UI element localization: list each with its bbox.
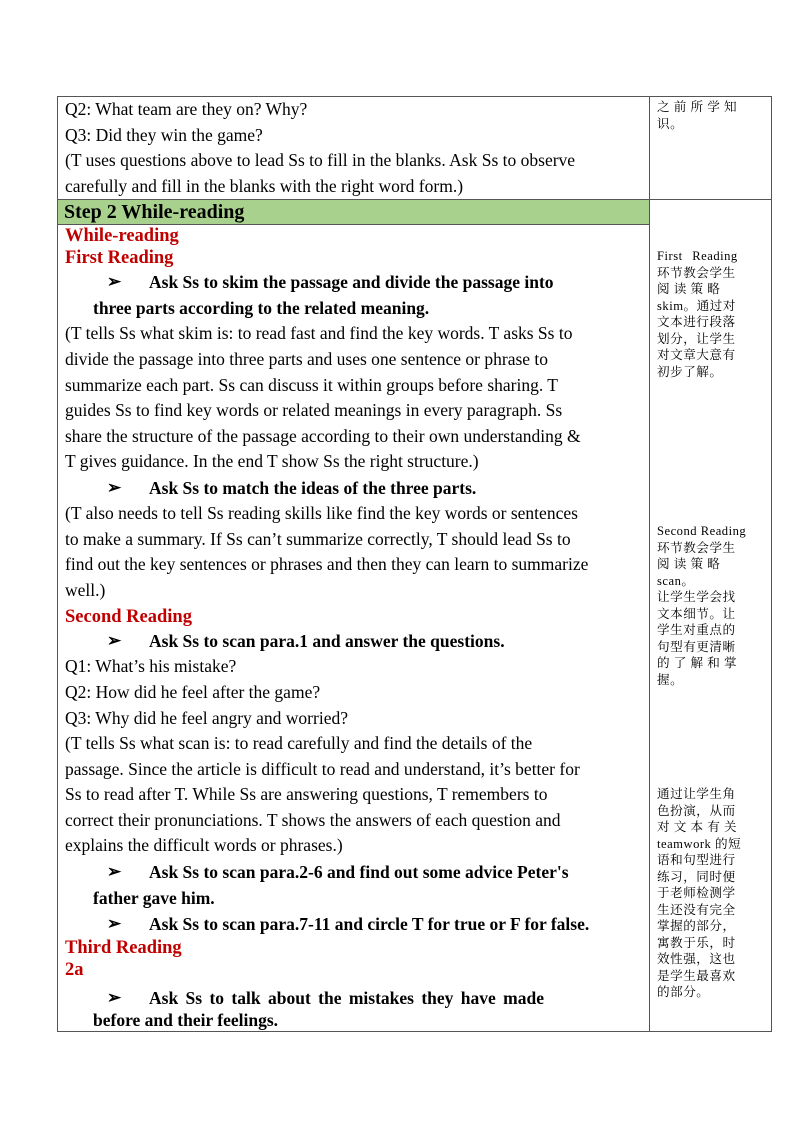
bullet-text: Ask Ss to scan para.1 and answer the questions. xyxy=(149,631,505,652)
paragraph-line: passage. Since the article is difficult to read and understand, it’s better for xyxy=(65,758,580,779)
paragraph-line: T gives guidance. In the end T show Ss the right structure.) xyxy=(65,451,479,472)
label-2a: 2a xyxy=(65,960,84,981)
note-line: 生还没有完全 xyxy=(657,902,736,917)
note-line: 对文章大意有 xyxy=(657,348,736,363)
question-q2: Q2: What team are they on? Why? xyxy=(65,99,308,119)
note-second-reading xyxy=(657,523,764,688)
note-line: teamwork 的短 xyxy=(657,836,742,851)
bullet-text: Ask Ss to skim the passage and divide the passage into xyxy=(149,272,554,293)
bullet-text: three parts according to the related meaning. xyxy=(93,298,430,319)
bullet-text: Ask Ss to scan para.2-6 and find out some advice Peter's xyxy=(149,862,569,883)
note-line: 效性强，这也 xyxy=(657,952,736,967)
arrow-bullet-icon: ➢ xyxy=(107,862,122,882)
section-second-reading: Second Reading xyxy=(65,607,192,628)
note-line: 的 了 解 和 掌 xyxy=(657,656,738,671)
note-line: scan。 xyxy=(657,573,695,588)
arrow-bullet-icon: ➢ xyxy=(107,272,122,292)
note-line: 于老师检测学 xyxy=(657,886,736,901)
note-line: 练习，同时便 xyxy=(657,869,736,884)
paragraph-line: summarize each part. Ss can discuss it within groups before sharing. T xyxy=(65,374,558,395)
note-line: 色扮演，从而 xyxy=(657,803,736,818)
lesson-plan-page xyxy=(57,96,747,1032)
arrow-bullet-icon: ➢ xyxy=(107,914,122,934)
paragraph-line: to make a summary. If Ss can’t summarize correctly, T should lead Ss to xyxy=(65,528,571,549)
bullet-text: father gave him. xyxy=(93,888,215,909)
note-line: Second Reading xyxy=(657,524,747,539)
section-while-reading: While-reading xyxy=(65,226,179,247)
paragraph-line: explains the difficult words or phrases.) xyxy=(65,835,343,856)
step2-main-cell xyxy=(58,200,650,1032)
step2-heading: Step 2 While-reading xyxy=(58,200,649,225)
note-line: 阅 读 策 略 xyxy=(657,557,721,572)
paragraph-line: (T tells Ss what skim is: to read fast and find the key words. T asks Ss to xyxy=(65,323,573,344)
bullet-text: Ask Ss to scan para.7-11 and circle T for true or F for false. xyxy=(149,914,590,935)
note-role-play xyxy=(657,786,764,1001)
paragraph-line: guides Ss to find key words or related meanings in every paragraph. Ss xyxy=(65,400,563,421)
instruction-line: (T uses questions above to lead Ss to fill in the blanks. Ask Ss to observe xyxy=(65,150,576,171)
note-line: skim。通过对 xyxy=(657,298,736,313)
bullet-text: Ask Ss to talk about the mistakes they have made xyxy=(149,988,545,1009)
note-line: 环节教会学生 xyxy=(657,540,736,555)
bullet-text: before and their feelings. xyxy=(93,1010,279,1031)
note-first-reading xyxy=(657,248,764,380)
paragraph-line: well.) xyxy=(65,579,106,600)
note-line: 文本进行段落 xyxy=(657,315,736,330)
paragraph-line: share the structure of the passage according to their own understanding & xyxy=(65,425,581,446)
step2-note-cell xyxy=(650,200,772,1032)
instruction-line: carefully and fill in the blanks with the right word form.) xyxy=(65,175,464,196)
note-line: 语和句型进行 xyxy=(657,853,736,868)
paragraph-line: (T also needs to tell Ss reading skills like find the key words or sentences xyxy=(65,502,578,523)
note-line: 句型有更清晰 xyxy=(657,639,736,654)
bullet-text: Ask Ss to match the ideas of the three parts. xyxy=(149,477,477,498)
question-q3: Q3: Did they win the game? xyxy=(65,124,263,145)
note-line: 环节教会学生 xyxy=(657,265,736,280)
paragraph-line: Ss to read after T. While Ss are answering questions, T remembers to xyxy=(65,784,548,805)
note-line: 握。 xyxy=(657,672,684,687)
arrow-bullet-icon: ➢ xyxy=(107,631,122,651)
note-line: 阅 读 策 略 xyxy=(657,282,721,297)
bullet-item xyxy=(65,859,642,911)
note-line: 通过让学生角 xyxy=(657,787,736,802)
question-line: Q2: How did he feel after the game? xyxy=(65,681,321,702)
table-row xyxy=(58,97,772,200)
note-line: 寓教于乐，时 xyxy=(657,935,736,950)
bullet-item xyxy=(65,911,642,937)
note-line: 之 前 所 学 知 xyxy=(657,100,738,114)
paragraph-line: correct their pronunciations. T shows the answers of each question and xyxy=(65,809,561,830)
paragraph-line: (T tells Ss what scan is: to read carefully and find the details of the xyxy=(65,733,533,754)
arrow-bullet-icon: ➢ xyxy=(107,477,122,497)
bullet-item xyxy=(65,475,642,501)
note-line: 初步了解。 xyxy=(657,364,723,379)
question-line: Q1: What’s his mistake? xyxy=(65,656,237,677)
bullet-item xyxy=(65,269,642,321)
note-line: 划分，让学生 xyxy=(657,331,736,346)
row1-main-cell xyxy=(58,97,650,200)
note-line: First Reading xyxy=(657,249,738,264)
arrow-bullet-icon: ➢ xyxy=(107,988,122,1008)
bullet-item xyxy=(65,628,642,654)
bullet-item xyxy=(65,987,642,1031)
note-line: 让学生学会找 xyxy=(657,590,736,605)
paragraph-line: find out the key sentences or phrases and then they can learn to summarize xyxy=(65,554,589,575)
question-line: Q3: Why did he feel angry and worried? xyxy=(65,707,348,728)
note-line: 识。 xyxy=(657,116,684,131)
section-first-reading: First Reading xyxy=(65,248,174,269)
section-third-reading: Third Reading xyxy=(65,938,182,959)
note-line: 文本细节。让 xyxy=(657,606,736,621)
paragraph-line: divide the passage into three parts and uses one sentence or phrase to xyxy=(65,348,549,369)
note-line: 的部分。 xyxy=(657,985,710,1000)
lesson-plan-table xyxy=(57,96,772,1032)
note-line: 学生对重点的 xyxy=(657,623,736,638)
note-line: 对 文 本 有 关 xyxy=(657,820,738,835)
row1-note-cell xyxy=(650,97,772,200)
note-line: 掌握的部分， xyxy=(657,919,736,934)
note-line: 是学生最喜欢 xyxy=(657,968,736,983)
table-row xyxy=(58,200,772,1032)
